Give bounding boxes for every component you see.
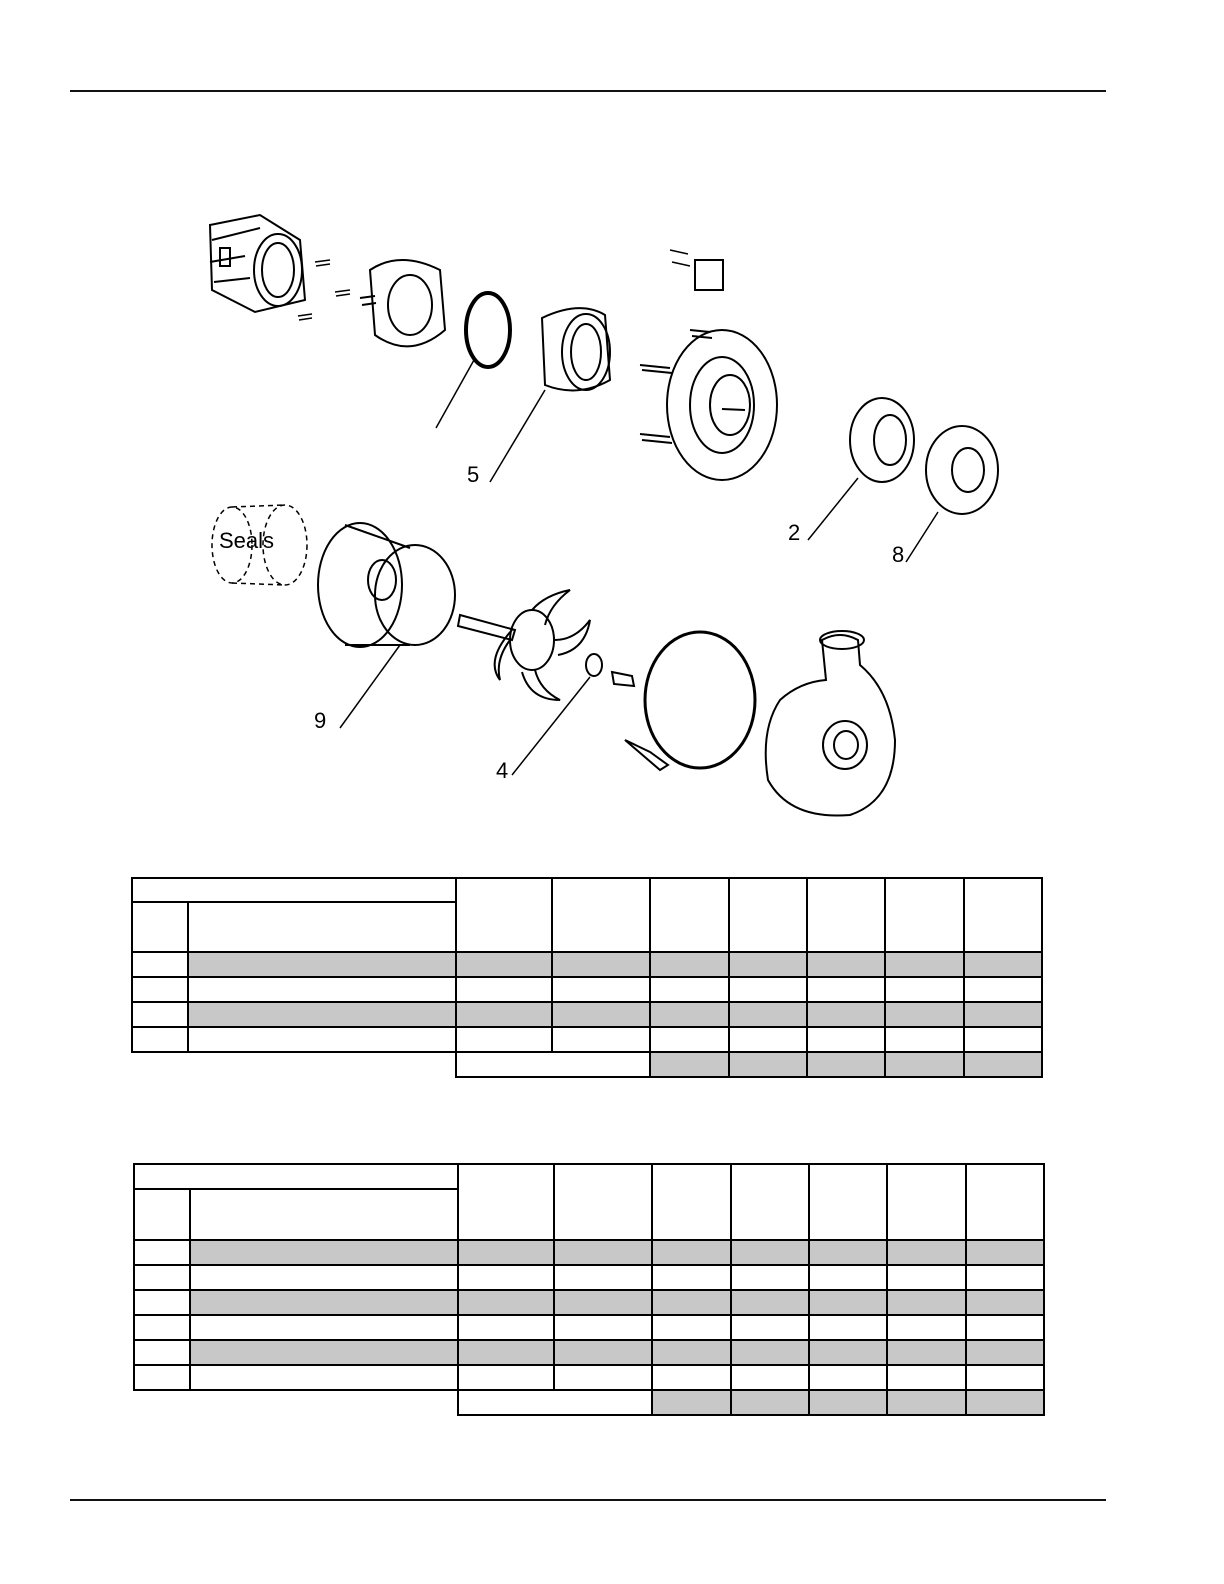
callout-9-leader — [340, 645, 400, 728]
parts-table-1 — [131, 877, 1043, 1078]
table-row — [132, 977, 1042, 1002]
table2-header-col3 — [652, 1164, 731, 1240]
part-4-o-ring — [586, 654, 602, 676]
parts-table-2 — [133, 1163, 1045, 1416]
part-2-ring — [850, 398, 914, 482]
table1-header-group — [132, 878, 456, 902]
table1-header-col1 — [456, 878, 552, 952]
table-row — [134, 1340, 1044, 1365]
callout-5: 5 — [467, 462, 480, 487]
clamp-ring-part — [625, 632, 755, 770]
table1-header-col7 — [964, 878, 1042, 952]
table2-header-col5 — [809, 1164, 887, 1240]
callout-4: 4 — [496, 758, 509, 783]
callout-8-leader — [906, 512, 938, 562]
callout-5-leader — [490, 390, 545, 482]
table-row — [134, 1365, 1044, 1390]
table2-header-col6 — [887, 1164, 966, 1240]
pump-casing-part — [766, 631, 895, 816]
table1-header-col6 — [885, 878, 964, 952]
callout-9: 9 — [314, 708, 327, 733]
table2-header-group — [134, 1164, 458, 1189]
table1-header-col5 — [807, 878, 885, 952]
table2-total-row — [134, 1390, 1044, 1415]
table1-header-col4 — [729, 878, 807, 952]
table2-header-item — [134, 1189, 190, 1240]
table-row — [132, 1002, 1042, 1027]
table1-header-description — [188, 902, 456, 952]
table2-header-description — [190, 1189, 458, 1240]
callout-8: 8 — [892, 542, 905, 567]
table1-header-item — [132, 902, 188, 952]
table2-header-col1 — [458, 1164, 554, 1240]
callout-4-leader — [512, 677, 590, 775]
table1-header-col3 — [650, 878, 729, 952]
part-9-backplate — [318, 523, 455, 647]
table-row — [134, 1240, 1044, 1265]
impeller-bolt-part — [612, 672, 634, 686]
table1-total-row — [132, 1052, 1042, 1077]
part-5-sleeve — [542, 308, 610, 390]
o-ring-leader-line — [436, 360, 474, 428]
impeller-part — [458, 590, 590, 700]
seals-label: Seals — [219, 528, 275, 553]
part-8-ring — [926, 426, 998, 514]
deflector-plate-part — [360, 260, 445, 346]
table-row — [132, 952, 1042, 977]
table-row — [134, 1290, 1044, 1315]
table2-header-col7 — [966, 1164, 1044, 1240]
o-ring-part — [466, 293, 510, 367]
bearing-frame-part — [210, 215, 305, 312]
table-row — [134, 1315, 1044, 1340]
table-row — [134, 1265, 1044, 1290]
callout-2-leader — [808, 478, 858, 540]
table1-header-col2 — [552, 878, 650, 952]
footer-rule — [70, 1499, 1106, 1501]
table2-header-col2 — [554, 1164, 652, 1240]
callout-2: 2 — [788, 520, 801, 545]
adapter-plate-part — [640, 330, 777, 480]
clip-part — [670, 250, 723, 290]
screws-part — [298, 260, 350, 320]
table2-header-col4 — [731, 1164, 809, 1240]
table-row — [132, 1027, 1042, 1052]
